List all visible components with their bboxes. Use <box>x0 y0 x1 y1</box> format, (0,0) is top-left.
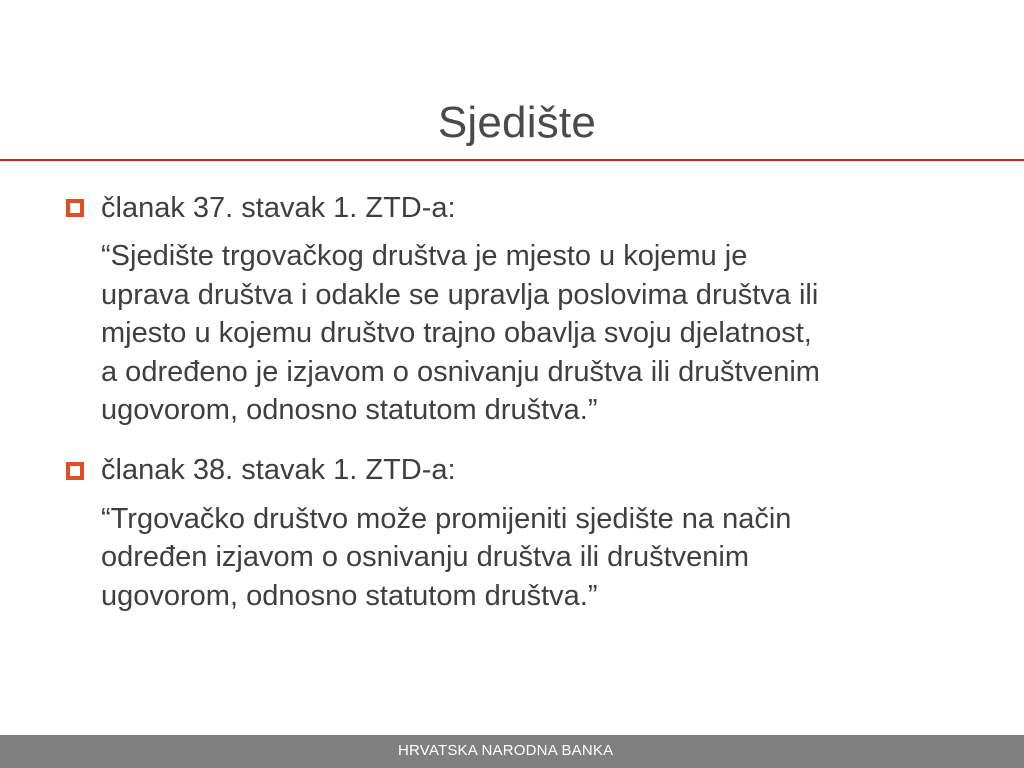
title-divider <box>0 159 1024 161</box>
quote-line: ugovorom, odnosno statutom društva.” <box>101 394 598 426</box>
quote-line: “Sjedište trgovačkog društva je mjesto u kojemu je <box>101 240 748 272</box>
item-heading: članak 38. stavak 1. ZTD-a: <box>101 454 456 486</box>
quote-line: “Trgovačko društvo može promijeniti sjedište na način <box>101 503 792 535</box>
slide-title: Sjedište <box>437 98 596 147</box>
square-bullet-icon <box>66 199 84 217</box>
square-bullet-icon <box>66 462 84 480</box>
quote-line: uprava društva i odakle se upravlja poslovima društva ili <box>101 279 819 311</box>
quote-line: mjesto u kojemu društvo trajno obavlja svoju djelatnost, <box>101 317 812 349</box>
footer-label: HRVATSKA NARODNA BANKA <box>398 742 614 759</box>
quote-line: ugovorom, odnosno statutom društva.” <box>101 580 598 612</box>
quote-line: određen izjavom o osnivanju društva ili društvenim <box>101 541 749 573</box>
quote-line: a određeno je izjavom o osnivanju društva ili društvenim <box>101 356 820 388</box>
item-heading: članak 37. stavak 1. ZTD-a: <box>101 192 456 224</box>
